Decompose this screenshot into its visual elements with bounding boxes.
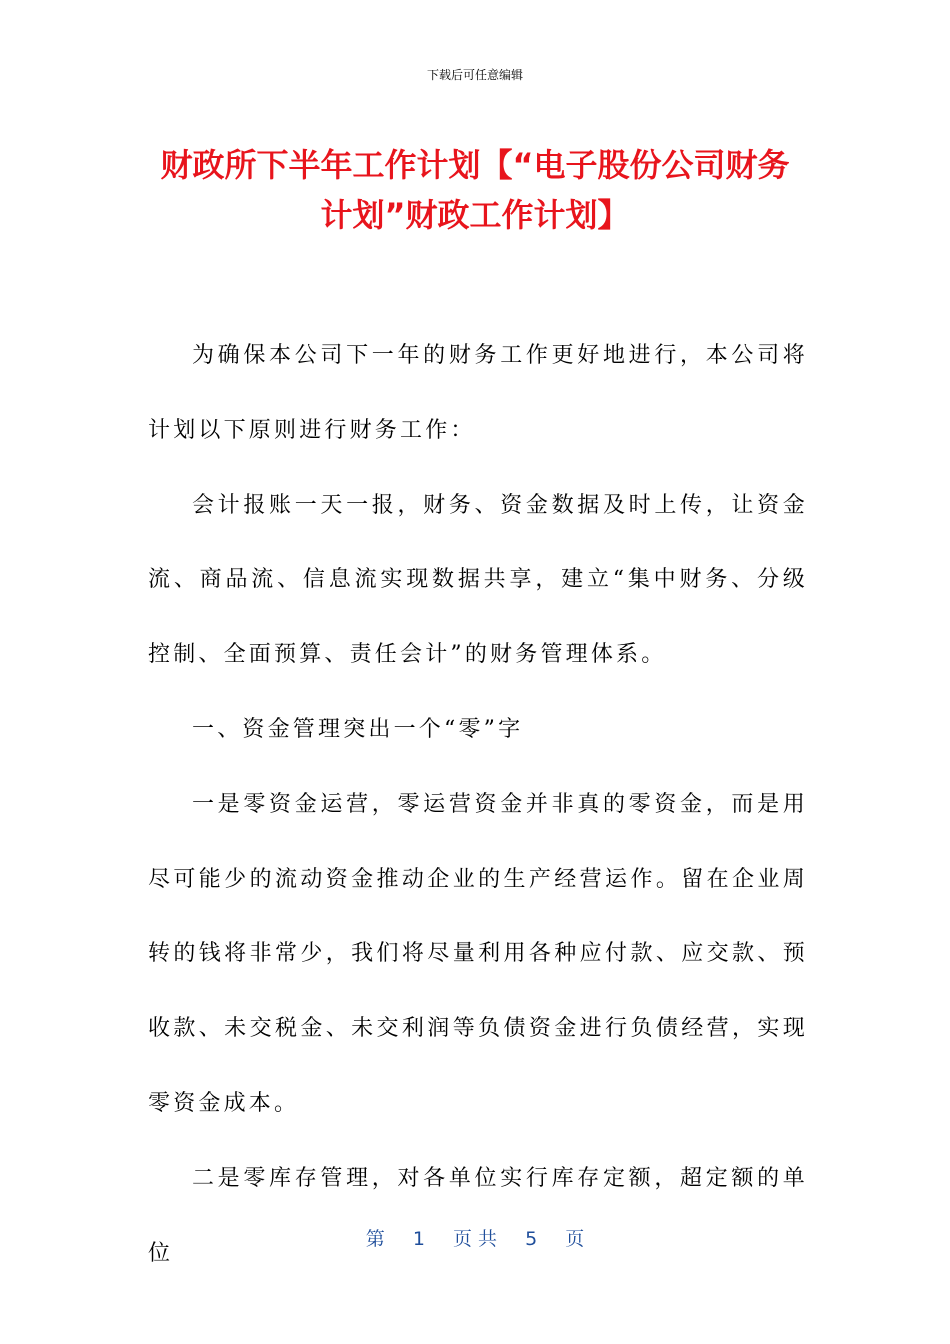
section-heading: 一、资金管理突出一个“零”字	[192, 716, 524, 742]
footer-middle: 页 共	[452, 1228, 498, 1250]
paragraph: 会计报账一天一报，财务、资金数据及时上传，让资金流、商品流、信息流实现数据共享，建立“集中财务、分级控制、全面预算、责任会计”的财务管理体系。	[148, 492, 808, 668]
total-pages-number: 5	[525, 1228, 538, 1250]
paragraph: 二是零库存管理，对各单位实行库存定额，超定额的单位	[148, 1165, 808, 1266]
paragraph: 为确保本公司下一年的财务工作更好地进行，本公司将计划以下原则进行财务工作：	[148, 343, 808, 443]
page-footer	[0, 1226, 950, 1252]
current-page-number: 1	[412, 1228, 425, 1250]
paragraph: 一是零资金运营，零运营资金并非真的零资金，而是用尽可能少的流动资金推动企业的生产经营运作。留在企业周转的钱将非常少，我们将尽量利用各种应付款、应交款、预收款、未交税金、未交利润等负债资金进行负债经营，实现零资金成本。	[148, 791, 808, 1116]
footer-prefix: 第	[365, 1228, 385, 1250]
header-note: 下载后可任意编辑	[426, 68, 523, 82]
document-body	[148, 319, 808, 1291]
document-title: 财政所下半年工作计划【“电子股份公司财务计划”财政工作计划】	[160, 146, 790, 234]
footer-suffix: 页	[565, 1228, 585, 1250]
